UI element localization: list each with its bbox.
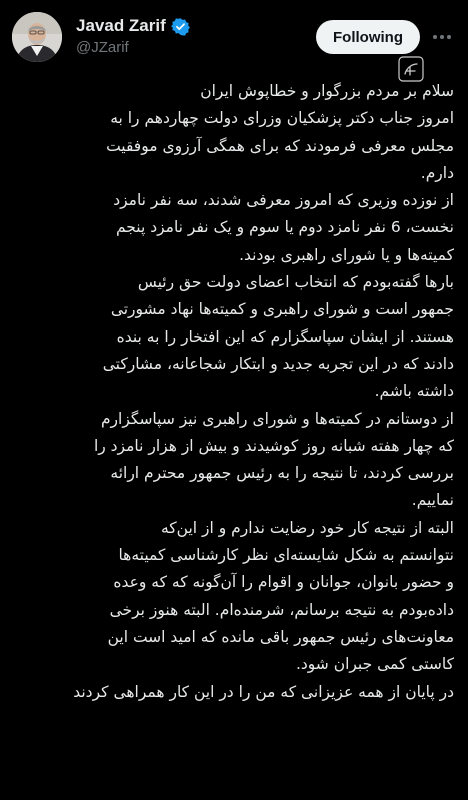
more-options-icon[interactable]	[428, 24, 456, 50]
paragraph	[14, 406, 454, 515]
paragraph	[14, 515, 454, 679]
text-line: داده‌بودم به نتیجه برسانم، شرمنده‌ام. البته هنوز برخی	[109, 600, 454, 619]
avatar[interactable]	[12, 12, 62, 62]
text-line: بارها گفته‌بودم که انتخاب اعضای دولت حق رئیس	[137, 273, 454, 292]
text-line: هستند. از ایشان سپاسگزارم که این افتخار را به بنده	[116, 327, 454, 346]
text-line: بررسی کردند، تا نتیجه را به رئیس جمهور محترم ارائه	[110, 464, 454, 483]
text-line: از دوستانم در کمیته‌ها و شورای راهبری نیز سپاسگزارم	[100, 409, 454, 428]
paragraph	[14, 269, 454, 405]
avatar-photo-icon	[12, 12, 62, 62]
paragraph	[14, 187, 454, 269]
text-line: دادند که در این تجربه جدید و ابتکار شجاعانه، مشارکتی	[102, 354, 454, 373]
text-line: کمیته‌ها و یا شورای راهبری بودند.	[239, 245, 454, 264]
text-line: و حضور بانوان، جوانان و اقوام را آن‌گونه که که وعده	[113, 573, 454, 592]
text-line: نخست، 6 نفر نامزد دوم یا سوم و یک نفر نامزد پنجم	[115, 218, 454, 237]
text-line: کاستی کمی جبران شود.	[295, 655, 454, 674]
verified-badge-icon	[171, 17, 190, 36]
display-name[interactable]: Javad Zarif	[76, 16, 166, 35]
paragraph	[14, 78, 454, 105]
text-line: داشته باشم.	[374, 382, 454, 401]
text-line: از نوزده وزیری که امروز معرفی شدند، سه نفر نامزد	[113, 191, 454, 210]
text-line: که چهار هفته شبانه روز کوشیدند و بیش از هزار نامزد را	[93, 436, 454, 455]
user-handle[interactable]: @JZarif	[76, 39, 129, 56]
text-line: معاونت‌های رئیس جمهور باقی مانده که امید است این	[107, 627, 454, 646]
paragraph	[14, 105, 454, 187]
tweet-text	[14, 78, 454, 800]
text-line: امروز جناب دکتر پزشکیان وزرای دولت چهاردهم را به	[110, 109, 454, 128]
text-line: سلام بر مردم بزرگوار و خطاپوش ایران	[200, 82, 454, 100]
following-button[interactable]: Following	[316, 20, 420, 54]
text-line: مجلس معرفی فرمودند که برای همگی آرزوی موفقیت	[106, 136, 454, 155]
paragraph	[14, 679, 454, 706]
text-line: البته از نتیجه کار خود رضایت ندارم و از این‌که	[160, 518, 454, 537]
text-line: نماییم.	[411, 491, 454, 510]
text-line: در پایان از همه عزیزانی که من را در این کار همراهی کردند	[73, 682, 454, 701]
text-line: دارم.	[420, 163, 454, 182]
text-line: جمهور است و شورای راهبری و کمیته‌ها نهاد مشورتی	[110, 300, 454, 319]
display-name-row	[76, 14, 190, 38]
text-line: نتوانستم به شکل شایسته‌ای نظر کارشناسی کمیته‌ها	[118, 546, 454, 565]
